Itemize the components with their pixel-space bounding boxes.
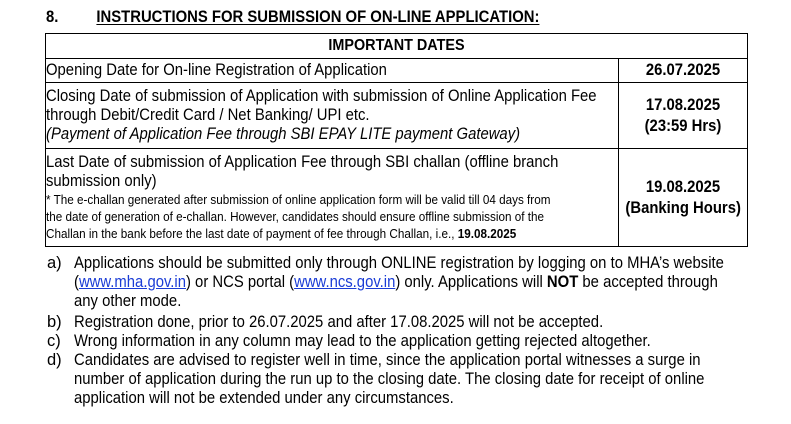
list-item: b) Registration done, prior to 26.07.2025 and after 17.08.2025 will not be accepted. [47, 313, 604, 331]
table-row [46, 59, 748, 83]
challan-date-label: Last Date of submission of Application Fee through SBI challan (offline branch submission only) * The e-challan generated after submission of online application form will be valid till 04 days from the date of generation of e-challan. However, candidates should ensure offline submission of the Challan in the bank before the last date of payment of fee through Challan, i.e., 19.08.2025 [46, 149, 619, 247]
table-header: IMPORTANT DATES [46, 34, 748, 59]
opening-date-label: Opening Date for On-line Registration of Application [46, 59, 619, 83]
item-marker: b) [47, 313, 62, 331]
challan-note-line: Challan in the bank before the last date of payment of fee through Challan, i.e., 19.08.2025 [46, 226, 517, 241]
item-marker: c) [47, 332, 61, 350]
table-row [46, 149, 748, 247]
item-marker: a) [47, 254, 62, 272]
challan-note-line: * The e-challan generated after submission of online application form will be valid till 04 days from [46, 192, 551, 207]
closing-date-value: 17.08.2025 (23:59 Hrs) [619, 83, 748, 149]
section-title: INSTRUCTIONS FOR SUBMISSION OF ON-LINE APPLICATION: [96, 8, 540, 26]
table-header-row [46, 34, 748, 59]
list-item: c) Wrong information in any column may lead to the application getting rejected altogether. [47, 332, 651, 350]
opening-date-value: 26.07.2025 [619, 59, 748, 83]
challan-date-value: 19.08.2025 (Banking Hours) [619, 149, 748, 247]
list-item: d) Candidates are advised to register well in time, since the application portal witnesses a surge in number of application during the run up to the closing date. The closing date for receipt of online application will not be extended under any circumstances. [47, 351, 705, 407]
closing-date-label: Closing Date of submission of Application with submission of Online Application Fee through Debit/Credit Card / Net Banking/ UPI etc. (Payment of Application Fee through SBI EPAY LITE payment Gateway) [46, 83, 619, 149]
item-marker: d) [47, 351, 62, 369]
section-number: 8. [46, 8, 59, 26]
section-heading [46, 6, 539, 28]
important-dates-table [45, 33, 748, 247]
ncs-portal-link[interactable]: www.ncs.gov.in [294, 273, 396, 291]
mha-website-link[interactable]: www.mha.gov.in [78, 273, 186, 291]
list-item: a) Applications should be submitted only through ONLINE registration by logging on to MHA’s website (www.mha.gov.in) or NCS portal (www.ncs.gov.in) only. Applications will NOT be accepted through any other mode. [47, 254, 724, 310]
challan-note-line: the date of generation of e-challan. However, candidates should ensure offline submission of the [46, 209, 545, 224]
instruction-list [47, 254, 777, 408]
challan-note-date: 19.08.2025 [457, 226, 517, 241]
table-row [46, 83, 748, 149]
payment-gateway-note: (Payment of Application Fee through SBI EPAY LITE payment Gateway) [46, 125, 521, 143]
